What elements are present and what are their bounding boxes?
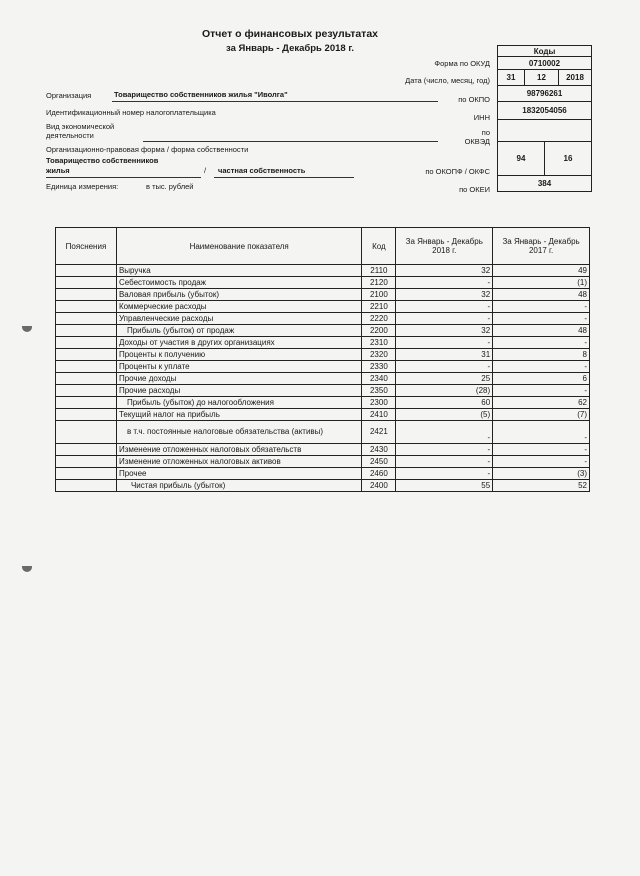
- row-explanation: [56, 301, 117, 313]
- row-current-value: 55: [396, 480, 493, 492]
- row-explanation: [56, 337, 117, 349]
- table-row: [56, 361, 590, 373]
- unit-label: Единица измерения:: [46, 182, 119, 191]
- row-explanation: [56, 277, 117, 289]
- inn-label: ИНН: [473, 113, 490, 122]
- row-code: 2320: [362, 349, 396, 361]
- inn-long-label: Идентификационный номер налогоплательщика: [46, 108, 216, 117]
- row-previous-value: (1): [493, 277, 590, 289]
- row-code: 2400: [362, 480, 396, 492]
- row-name: Доходы от участия в других организациях: [116, 337, 361, 349]
- okpo-label: по ОКПО: [458, 95, 490, 104]
- row-current-value: 32: [396, 265, 493, 277]
- row-code: 2310: [362, 337, 396, 349]
- row-current-value: 32: [396, 325, 493, 337]
- row-previous-value: (3): [493, 468, 590, 480]
- row-previous-value: 62: [493, 397, 590, 409]
- row-code: 2330: [362, 361, 396, 373]
- okopf-okfs-cells: [498, 142, 591, 176]
- table-row: [56, 289, 590, 301]
- table-row: [56, 349, 590, 361]
- row-previous-value: 8: [493, 349, 590, 361]
- table-row: [56, 456, 590, 468]
- row-previous-value: (7): [493, 409, 590, 421]
- row-previous-value: 48: [493, 325, 590, 337]
- row-explanation: [56, 421, 117, 444]
- codes-heading: Коды: [498, 46, 591, 57]
- row-previous-value: 6: [493, 373, 590, 385]
- row-previous-value: -: [493, 337, 590, 349]
- row-explanation: [56, 265, 117, 277]
- row-explanation: [56, 385, 117, 397]
- table-row: [56, 444, 590, 456]
- financial-results-table: [55, 227, 590, 492]
- header-current-period: За Январь - Декабрь 2018 г.: [396, 228, 493, 265]
- ownership-form: частная собственность: [218, 166, 306, 175]
- row-current-value: (5): [396, 409, 493, 421]
- table-header-row: [56, 228, 590, 265]
- legal-form-label: Организационно-правовая форма / форма собственности: [46, 145, 249, 154]
- row-code: 2110: [362, 265, 396, 277]
- row-code: 2460: [362, 468, 396, 480]
- okopf-label: по ОКОПФ / ОКФС: [425, 167, 490, 176]
- row-name: Управленческие расходы: [116, 313, 361, 325]
- row-name: Выручка: [116, 265, 361, 277]
- date-month: 12: [525, 70, 559, 85]
- header-previous-period: За Январь - Декабрь 2017 г.: [493, 228, 590, 265]
- row-name: Себестоимость продаж: [116, 277, 361, 289]
- table-row: [56, 385, 590, 397]
- row-code: 2350: [362, 385, 396, 397]
- table-row: [56, 468, 590, 480]
- row-explanation: [56, 349, 117, 361]
- table-row: [56, 265, 590, 277]
- table-row: [56, 373, 590, 385]
- legal-form-underline: [46, 177, 201, 178]
- row-previous-value: -: [493, 301, 590, 313]
- row-current-value: -: [396, 313, 493, 325]
- header-explanations: Пояснения: [56, 228, 117, 265]
- row-current-value: -: [396, 337, 493, 349]
- date-cells: [498, 70, 591, 86]
- row-explanation: [56, 409, 117, 421]
- legal-form-1: Товарищество собственников: [46, 156, 159, 165]
- row-explanation: [56, 444, 117, 456]
- legal-form-2: жилья: [46, 166, 70, 175]
- okei-code: 384: [537, 179, 552, 188]
- okved-code: [498, 120, 591, 142]
- table-row: [56, 313, 590, 325]
- header-name: Наименование показателя: [116, 228, 361, 265]
- row-current-value: 31: [396, 349, 493, 361]
- row-current-value: -: [396, 301, 493, 313]
- date-day: 31: [498, 70, 525, 85]
- row-name: Изменение отложенных налоговых обязательств: [116, 444, 361, 456]
- table-row: [56, 337, 590, 349]
- row-code: 2421: [362, 421, 396, 444]
- row-name: Чистая прибыль (убыток): [116, 480, 361, 492]
- report-title: Отчет о финансовых результатах: [201, 28, 378, 40]
- row-explanation: [56, 468, 117, 480]
- table-row: [56, 277, 590, 289]
- report-period: за Январь - Декабрь 2018 г.: [226, 43, 354, 54]
- inn-code: 1832054056: [498, 102, 591, 120]
- row-code: 2220: [362, 313, 396, 325]
- org-name: Товарищество собственников жилья "Иволга": [114, 90, 288, 99]
- okopf-code: 94: [498, 142, 545, 175]
- row-name: Прибыль (убыток) до налогообложения: [116, 397, 361, 409]
- row-name: Проценты к уплате: [116, 361, 361, 373]
- table-row: [56, 301, 590, 313]
- row-code: 2340: [362, 373, 396, 385]
- row-current-value: -: [396, 421, 493, 444]
- date-label: Дата (число, месяц, год): [405, 76, 490, 85]
- row-current-value: -: [396, 468, 493, 480]
- okud-code: 0710002: [498, 57, 591, 70]
- row-code: 2200: [362, 325, 396, 337]
- activity-label-1: Вид экономической: [46, 122, 115, 131]
- row-explanation: [56, 373, 117, 385]
- row-name: Изменение отложенных налоговых активов: [116, 456, 361, 468]
- okei-label: по ОКЕИ: [459, 185, 490, 194]
- row-explanation: [56, 289, 117, 301]
- row-previous-value: -: [493, 444, 590, 456]
- row-previous-value: -: [493, 421, 590, 444]
- table-row: [56, 409, 590, 421]
- activity-label-2: деятельности: [46, 131, 94, 140]
- codes-box: [497, 45, 592, 192]
- row-name: Прочие доходы: [116, 373, 361, 385]
- row-previous-value: -: [493, 456, 590, 468]
- date-year: 2018: [566, 73, 584, 82]
- row-explanation: [56, 361, 117, 373]
- row-code: 2210: [362, 301, 396, 313]
- row-current-value: -: [396, 361, 493, 373]
- row-name: Коммерческие расходы: [116, 301, 361, 313]
- row-current-value: 32: [396, 289, 493, 301]
- okfs-code: 16: [563, 154, 573, 163]
- row-name: Валовая прибыль (убыток): [116, 289, 361, 301]
- row-code: 2120: [362, 277, 396, 289]
- row-code: 2300: [362, 397, 396, 409]
- row-current-value: (28): [396, 385, 493, 397]
- row-name: Прочие расходы: [116, 385, 361, 397]
- row-previous-value: 52: [493, 480, 590, 492]
- row-code: 2410: [362, 409, 396, 421]
- row-previous-value: -: [493, 385, 590, 397]
- punch-hole-bottom: [22, 566, 32, 572]
- legal-form-separator: /: [204, 166, 207, 175]
- header-code: Код: [362, 228, 396, 265]
- row-current-value: -: [396, 444, 493, 456]
- row-current-value: -: [396, 277, 493, 289]
- row-code: 2450: [362, 456, 396, 468]
- okpo-code: 98796261: [498, 86, 591, 102]
- table-row: [56, 421, 590, 444]
- row-previous-value: 49: [493, 265, 590, 277]
- ownership-underline: [214, 177, 354, 178]
- row-previous-value: 48: [493, 289, 590, 301]
- row-code: 2100: [362, 289, 396, 301]
- activity-underline: [143, 141, 438, 142]
- row-name: Прибыль (убыток) от продаж: [116, 325, 361, 337]
- row-explanation: [56, 313, 117, 325]
- row-previous-value: -: [493, 361, 590, 373]
- row-name: в т.ч. постоянные налоговые обязательства (активы): [116, 421, 361, 444]
- row-current-value: -: [396, 456, 493, 468]
- unit-value: в тыс. рублей: [146, 182, 194, 191]
- row-previous-value: -: [493, 313, 590, 325]
- okved-label-2: ОКВЭД: [464, 137, 490, 146]
- org-underline: [112, 101, 438, 102]
- table-row: [56, 397, 590, 409]
- row-explanation: [56, 325, 117, 337]
- row-explanation: [56, 480, 117, 492]
- row-code: 2430: [362, 444, 396, 456]
- row-name: Прочее: [116, 468, 361, 480]
- punch-hole-top: [22, 326, 32, 332]
- okved-label-1: по: [481, 128, 490, 137]
- org-label: Организация: [46, 91, 92, 100]
- row-explanation: [56, 397, 117, 409]
- table-row: [56, 480, 590, 492]
- row-name: Проценты к получению: [116, 349, 361, 361]
- row-name: Текущий налог на прибыль: [116, 409, 361, 421]
- okud-label: Форма по ОКУД: [434, 59, 490, 68]
- row-current-value: 25: [396, 373, 493, 385]
- row-explanation: [56, 456, 117, 468]
- row-current-value: 60: [396, 397, 493, 409]
- table-row: [56, 325, 590, 337]
